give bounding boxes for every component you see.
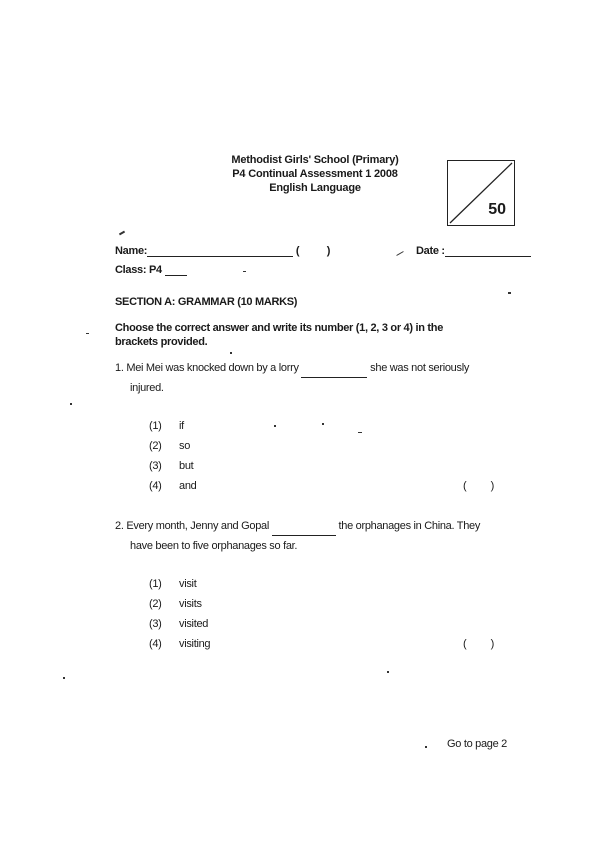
date-label: Date : [416, 245, 445, 257]
scan-speck [230, 352, 232, 354]
scan-speck [508, 292, 511, 294]
question-2-option-1[interactable]: (1) visit [149, 578, 197, 590]
question-2-option-2[interactable]: (2) visits [149, 598, 202, 610]
name-bracket-open: ( [295, 245, 300, 257]
assessment-title: P4 Continual Assessment 1 2008 [232, 168, 398, 180]
question-2-line-2: have been to five orphanages so far. [130, 540, 298, 552]
question-2-option-3[interactable]: (3) visited [149, 618, 209, 630]
question-1-option-2[interactable]: (2) so [149, 440, 191, 452]
scan-speck [119, 231, 125, 236]
date-row [416, 245, 531, 257]
date-line[interactable] [445, 245, 531, 257]
question-2-option-4[interactable]: (4) visiting [149, 638, 211, 650]
question-1-answer-bracket[interactable]: ( ) [463, 480, 495, 492]
name-line[interactable] [147, 245, 293, 257]
question-2-blank[interactable] [272, 524, 336, 536]
question-1-option-1[interactable]: (1) if [149, 420, 184, 432]
name-bracket-close: ) [326, 245, 331, 257]
question-1-option-4[interactable]: (4) and [149, 480, 197, 492]
exam-header [200, 153, 430, 195]
scan-speck [358, 432, 362, 433]
scan-speck [387, 671, 389, 673]
class-label: Class: P4 [115, 264, 162, 276]
question-2-number: 2. [115, 520, 124, 532]
question-1-text-after: she was not seriously [370, 362, 470, 374]
scan-speck [86, 333, 89, 334]
scan-speck [274, 425, 276, 427]
class-line[interactable] [165, 264, 187, 276]
question-1-text-before: Mei Mei was knocked down by a lorry [126, 362, 299, 374]
name-label: Name: [115, 245, 148, 257]
scan-speck [70, 403, 72, 405]
question-2-text-after: the orphanages in China. They [338, 520, 481, 532]
scan-speck [63, 677, 65, 679]
name-row [115, 245, 330, 257]
scan-speck [396, 251, 403, 256]
question-2 [115, 516, 525, 536]
question-1-number: 1. [115, 362, 124, 374]
question-2-answer-bracket[interactable]: ( ) [463, 638, 495, 650]
section-instructions: Choose the correct answer and write its number (1, 2, 3 or 4) in the brackets provided. [115, 322, 444, 348]
question-1-blank[interactable] [301, 366, 367, 378]
class-row [115, 264, 187, 276]
question-2-text-before: Every month, Jenny and Gopal [126, 520, 269, 532]
scan-speck [322, 423, 324, 425]
school-name: Methodist Girls' School (Primary) [231, 154, 399, 166]
score-total: 50 [488, 201, 506, 218]
scan-speck [425, 746, 427, 748]
subject-title: English Language [269, 182, 361, 194]
score-box [447, 160, 515, 226]
section-title: SECTION A: GRAMMAR (10 MARKS) [115, 296, 298, 308]
question-1-option-3[interactable]: (3) but [149, 460, 194, 472]
go-to-next-page: Go to page 2 [447, 738, 508, 750]
question-1-line-2: injured. [130, 382, 164, 394]
question-1 [115, 358, 515, 378]
scan-speck [243, 271, 246, 272]
